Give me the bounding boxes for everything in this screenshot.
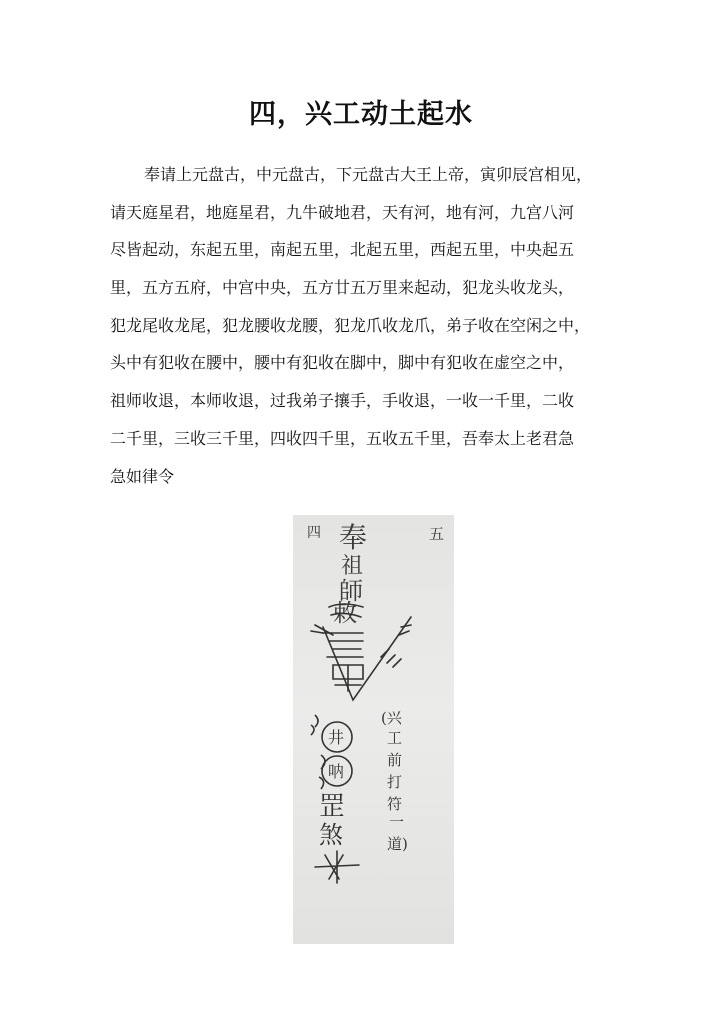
talisman-note: 工 [387,729,403,747]
text-line: 急如律令 [110,466,175,486]
text-line: 二千里，三收三千里，四收四千里，五收五千里，吾奉太上老君急 [110,428,575,448]
talisman-stroke [311,625,333,635]
talisman-glyph: 呐 [328,762,345,781]
text-line: 奉请上元盘古，中元盘古，下元盘古大王上帝，寅卯辰宫相见， [144,165,593,184]
talisman-v-line [323,617,411,700]
talisman-note: 符 [387,795,403,813]
talisman-stroke [315,851,359,883]
text-line: 尽皆起动，东起五里，南起五里，北起五里，西起五里，中央起五 [110,240,575,260]
talisman-note: 打 [387,773,403,791]
talisman-glyph: 奉 [339,521,368,554]
text-line: 祖师收退，本师收退，过我弟子攘手，手收退，一收一千里，二收 [110,391,575,411]
text-line: 犯龙尾收龙尾，犯龙腰收龙腰，犯龙爪收龙爪，弟子收在空闲之中， [110,315,591,335]
text-line: 里，五方五府，中宫中央，五方廿五万里来起动，犯龙头收龙头， [110,278,575,298]
talisman-glyph: 罡 [319,792,346,822]
talisman-note: 一 [389,813,405,831]
text-line: 请天庭星君，地庭星君，九牛破地君，天有河，地有河，九宫八河 [110,202,575,222]
talisman-corner-left: 四 [307,525,321,541]
talisman-glyph: 師 [339,577,363,605]
talisman-corner-right: 五 [429,525,445,543]
talisman-stroke [323,633,363,657]
talisman-drawing [293,515,454,944]
talisman-glyph: 井 [328,728,345,747]
incantation-text [110,160,630,499]
page-title: 四，兴工动土起水 [249,99,473,130]
text-line: 头中有犯收在腰中，腰中有犯收在脚中，脚中有犯收在虚空之中， [110,353,575,373]
talisman-note: (兴 [381,709,402,727]
talisman-note: 道) [387,835,408,853]
talisman-photo [293,515,454,944]
talisman-glyph: 煞 [319,821,343,849]
talisman-note: 前 [387,751,403,769]
talisman-glyph: 祖 [341,554,364,579]
talisman-glyph: 敕 [333,599,357,627]
talisman-stroke [381,625,411,667]
talisman-stroke [311,715,318,735]
